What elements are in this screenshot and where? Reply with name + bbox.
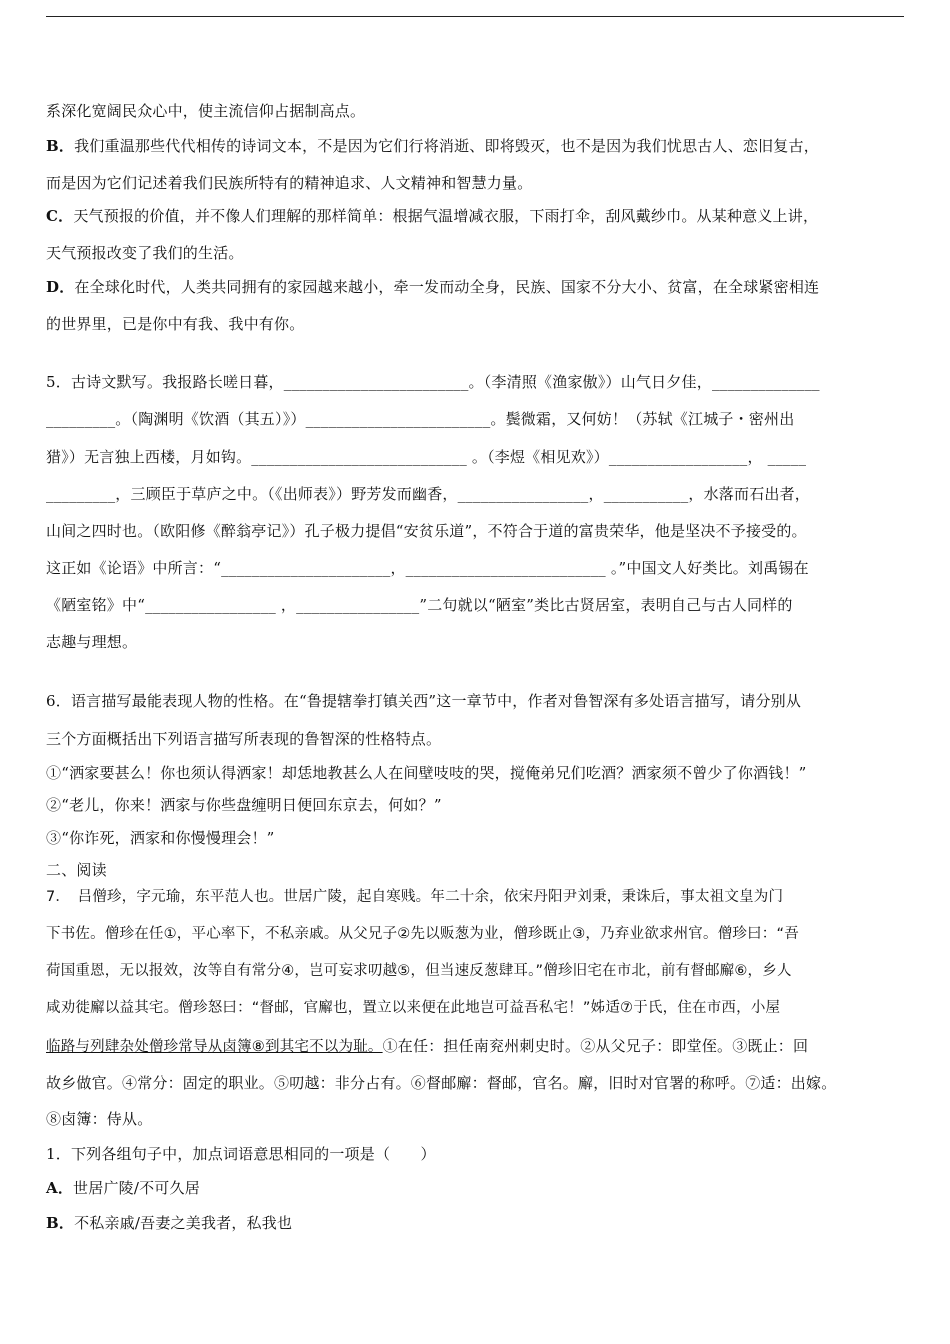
section-heading-reading: 二、阅读 bbox=[46, 861, 107, 879]
q7-sub1-option-b: B．不私亲戚/吾妻之美我者，私我也 bbox=[46, 1214, 293, 1232]
header-rule bbox=[46, 16, 904, 17]
option-letter: D． bbox=[46, 278, 75, 296]
option-letter: B． bbox=[46, 1214, 75, 1232]
q5-line-7: 《陋室铭》中“_________________ ，________________”二句就以“陋室”类比古贤居室，表明自己与古人同样的 bbox=[46, 596, 793, 614]
q5-line-5: 山间之四时也。（欧阳修《醉翁亭记》）孔子极力提倡“安贫乐道”，不符合于道的富贵荣华，他是坚决不予接受的。 bbox=[46, 522, 807, 540]
q6-quote-2: ②“老儿，你来！洒家与你些盘缠明日便回东京去，何如？” bbox=[46, 796, 442, 814]
option-d-line-2: 的世界里，已是你中有我、我中有你。 bbox=[46, 315, 305, 333]
q7-passage-line-4: 咸劝徙廨以益其宅。僧珍怒曰：“督邮，官廨也，置立以来便在此地岂可益吾私宅！”姊适⑦于氏，住在市西，小屋 bbox=[46, 1000, 781, 1016]
q6-quote-1: ①“洒家要甚么！你也须认得洒家！却恁地教甚么人在间壁吱吱的哭，搅俺弟兄们吃酒？洒家须不曾少了你酒钱！” bbox=[46, 764, 807, 782]
q7-passage-line-5 bbox=[46, 1036, 808, 1057]
q7-notes-line-2: 故乡做官。④常分：固定的职业。⑤叨越：非分占有。⑥督邮廨：督邮，官名。廨，旧时对官署的称呼。⑦适：出嫁。 bbox=[46, 1074, 837, 1092]
q7-sub1-option-a: A．世居广陵/不可久居 bbox=[46, 1179, 200, 1197]
q5-line-8: 志趣与理想。 bbox=[46, 633, 138, 651]
option-c-line-2: 天气预报改变了我们的生活。 bbox=[46, 244, 244, 262]
option-b-line-1: B．我们重温那些代代相传的诗词文本，不是因为它们行将消逝、即将毁灭，也不是因为我们忧思古人、恋旧复古， bbox=[46, 137, 819, 155]
q7-underlined-sentence: 临路与列肆杂处僧珍常导从卤簿⑧到其宅不以为耻。 bbox=[46, 1039, 383, 1055]
option-letter: B． bbox=[46, 137, 75, 155]
q5-line-6: 这正如《论语》中所言：“______________________，__________________________ 。”中国文人好类比。刘禹锡在 bbox=[46, 559, 809, 577]
q7-sub1-stem: 1．下列各组句子中，加点词语意思相同的一项是（ ） bbox=[46, 1145, 436, 1163]
q5-line-2: _________。（陶渊明《饮酒（其五）》）________________________。鬓微霜，又何妨！（苏轼《江城子・密州出 bbox=[46, 410, 795, 428]
q5-line-3: 猎》）无言独上西楼，月如钩。____________________________ 。（李煜《相见欢》）__________________， _____ bbox=[46, 448, 807, 466]
option-letter: C． bbox=[46, 207, 74, 225]
q5-line-4: _________，三顾臣于草庐之中。（《出师表》）野芳发而幽香，_________________，___________，水落而石出者， bbox=[46, 485, 811, 503]
option-d-line-1: D．在全球化时代，人类共同拥有的家园越来越小，牵一发而动全身，民族、国家不分大小、贫富，在全球紧密相连 bbox=[46, 278, 820, 296]
q7-passage-line-3: 荷国重恩，无以报效，汝等自有常分④，岂可妄求叨越⑤，但当速反葱肆耳。”僧珍旧宅在市北，前有督邮廨⑥，乡人 bbox=[46, 963, 792, 979]
q7-passage-line-1: 7． 吕僧珍，字元瑜，东平范人也。世居广陵，起自寒贱。年二十余，依宋丹阳尹刘秉，秉诛后，事太祖文皇为门 bbox=[46, 889, 784, 905]
q6-line-2: 三个方面概括出下列语言描写所表现的鲁智深的性格特点。 bbox=[46, 730, 442, 748]
q6-quote-3: ③“你诈死，洒家和你慢慢理会！” bbox=[46, 829, 275, 847]
option-c-line-1: C．天气预报的价值，并不像人们理解的那样简单：根据气温增减衣服，下雨打伞，刮风戴纱巾。从某种意义上讲， bbox=[46, 207, 819, 225]
option-letter: A． bbox=[46, 1179, 74, 1197]
q7-notes-start: ①在任：担任南兖州刺史时。②从父兄子：即堂侄。③既止：回 bbox=[382, 1037, 809, 1055]
q7-passage-line-2: 下书佐。僧珍在任①，平心率下，不私亲戚。从父兄子②先以贩葱为业，僧珍既止③，乃弃业欲求州官。僧珍曰：“吾 bbox=[46, 926, 799, 942]
q6-line-1: 6．语言描写最能表现人物的性格。在“鲁提辖拳打镇关西”这一章节中，作者对鲁智深有多处语言描写，请分别从 bbox=[46, 692, 802, 710]
option-b-line-2: 而是因为它们记述着我们民族所特有的精神追求、人文精神和智慧力量。 bbox=[46, 174, 533, 192]
q7-notes-line-3: ⑧卤簿：侍从。 bbox=[46, 1110, 153, 1128]
q5-line-1: 5．古诗文默写。我报路长嗟日暮，________________________。（李清照《渔家傲》）山气日夕佳，______________ bbox=[46, 373, 820, 391]
option-a-continuation: 系深化宽阔民众心中，使主流信仰占据制高点。 bbox=[46, 102, 366, 120]
